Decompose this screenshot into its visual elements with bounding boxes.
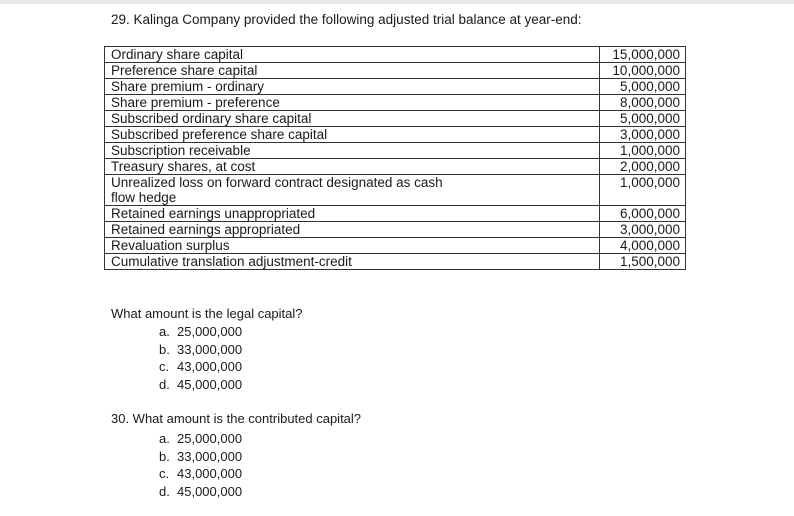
account-amount: 10,000,000 [600, 63, 686, 79]
choice-c [159, 358, 242, 376]
table-row [105, 63, 686, 79]
account-amount: 6,000,000 [600, 206, 686, 222]
table-row [105, 175, 686, 206]
question-29-title: 29. Kalinga Company provided the following adjusted trial balance at year-end: [111, 12, 582, 27]
account-label: Revaluation surplus [105, 238, 600, 254]
choice-value: 33,000,000 [177, 341, 243, 357]
table-row [105, 254, 686, 270]
account-label: Subscription receivable [105, 143, 600, 159]
account-label: Cumulative translation adjustment-credit [105, 254, 600, 270]
account-label: Retained earnings unappropriated [105, 206, 600, 222]
top-divider [0, 0, 794, 4]
account-label: Share premium - ordinary [105, 79, 600, 95]
choice-c [159, 465, 242, 483]
choice-a [159, 323, 242, 341]
choice-value: 43,000,000 [177, 466, 243, 481]
table-row [105, 143, 686, 159]
table-row [105, 79, 686, 95]
account-amount: 1,000,000 [600, 143, 686, 159]
account-amount: 3,000,000 [600, 222, 686, 238]
choice-a [159, 430, 242, 448]
account-label: Subscribed ordinary share capital [105, 111, 600, 127]
choice-letter: b. [159, 448, 170, 464]
choice-value: 25,000,000 [177, 324, 243, 339]
account-label-multiline [105, 175, 600, 206]
account-amount: 1,000,000 [600, 175, 686, 206]
choice-letter: a. [159, 324, 170, 339]
account-amount: 4,000,000 [600, 238, 686, 254]
choice-d [159, 376, 242, 394]
account-amount: 2,000,000 [600, 159, 686, 175]
account-amount: 8,000,000 [600, 95, 686, 111]
choice-b [159, 448, 242, 466]
table-row [105, 206, 686, 222]
question-30-text: 30. What amount is the contributed capital? [111, 411, 362, 426]
account-label: Preference share capital [105, 63, 600, 79]
table-row [105, 222, 686, 238]
choice-value: 25,000,000 [177, 431, 243, 446]
account-amount: 15,000,000 [600, 47, 686, 63]
table-row [105, 238, 686, 254]
choice-value: 43,000,000 [177, 359, 243, 374]
table-row [105, 111, 686, 127]
choice-letter: c. [159, 466, 170, 481]
choice-letter: d. [159, 376, 170, 392]
choice-b [159, 341, 242, 359]
choice-value: 45,000,000 [177, 376, 243, 392]
choice-value: 45,000,000 [177, 483, 243, 499]
choice-letter: d. [159, 483, 170, 499]
choice-letter: b. [159, 341, 170, 357]
account-label: Retained earnings appropriated [105, 222, 600, 238]
account-label: Share premium - preference [105, 95, 600, 111]
table-row [105, 47, 686, 63]
choice-value: 33,000,000 [177, 448, 243, 464]
account-label: Ordinary share capital [105, 47, 600, 63]
account-label-line2: flow hedge [111, 190, 177, 205]
choice-d [159, 483, 242, 501]
account-label: Subscribed preference share capital [105, 127, 600, 143]
question-29-choices [159, 323, 242, 393]
account-label-line1: Unrealized loss on forward contract designated as cash [111, 175, 443, 190]
account-amount: 3,000,000 [600, 127, 686, 143]
question-30-choices [159, 430, 242, 500]
choice-letter: c. [159, 359, 170, 374]
account-amount: 5,000,000 [600, 111, 686, 127]
table-row [105, 127, 686, 143]
account-amount: 1,500,000 [600, 254, 686, 270]
table-row [105, 95, 686, 111]
trial-balance-table [104, 46, 686, 270]
account-amount: 5,000,000 [600, 79, 686, 95]
question-29-text: What amount is the legal capital? [111, 306, 303, 321]
account-label: Treasury shares, at cost [105, 159, 600, 175]
choice-letter: a. [159, 431, 170, 446]
table-row [105, 159, 686, 175]
